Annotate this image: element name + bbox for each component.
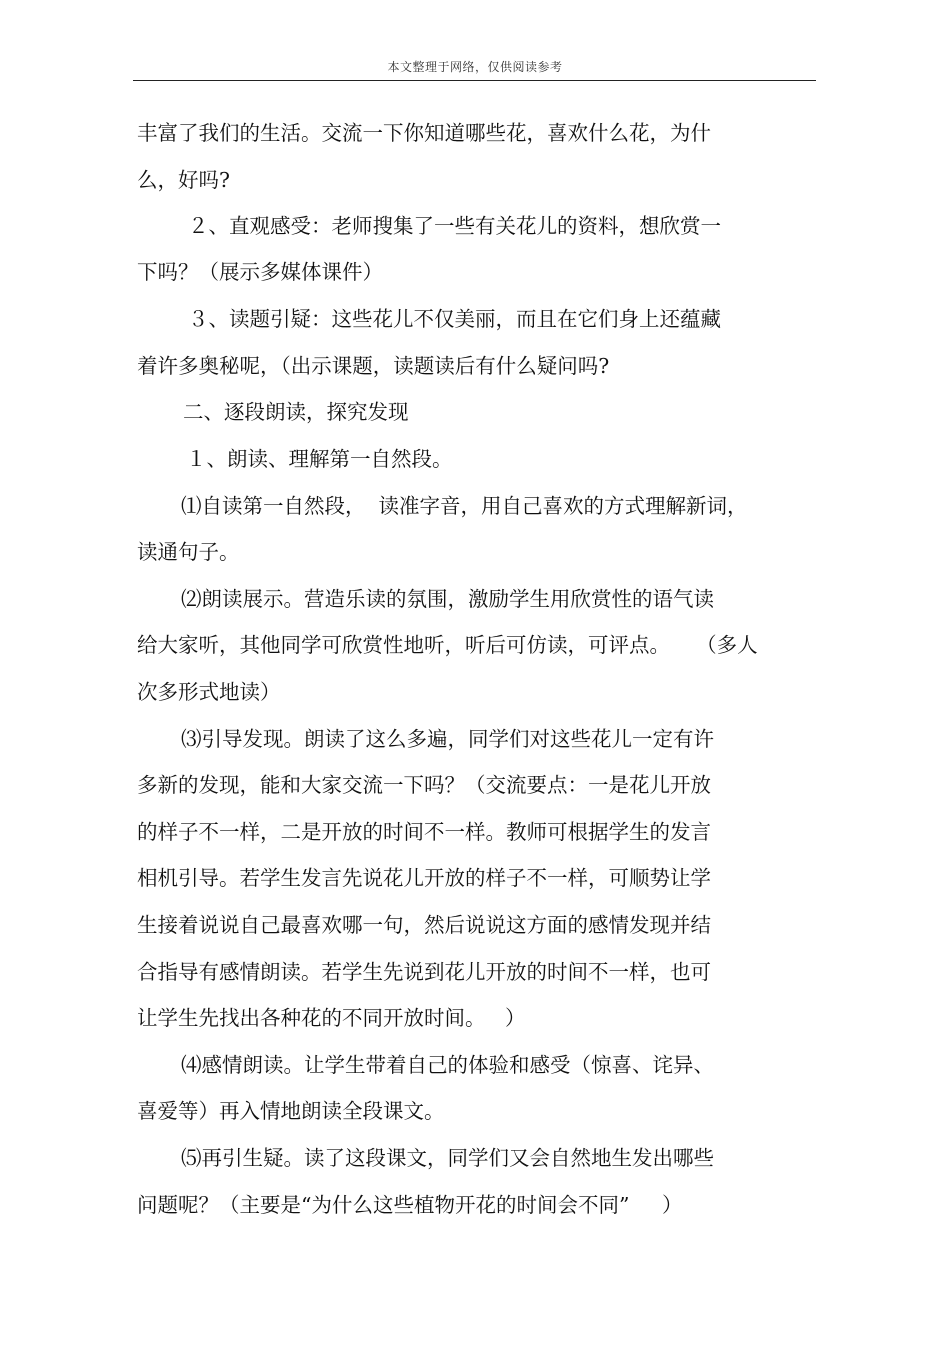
- paragraph-line: 合指导有感情朗读。若学生先说到花儿开放的时间不一样，也可: [137, 960, 711, 984]
- paragraph-line: 么，好吗?: [137, 168, 230, 192]
- paragraph-line: 读通句子。: [137, 540, 240, 564]
- paragraph-line: 相机引导。若学生发言先说花儿开放的样子不一样，可顺势让学: [137, 866, 711, 890]
- paragraph-line: 次多形式地读）: [137, 680, 281, 704]
- paragraph-line: 喜爱等）再入情地朗读全段课文。: [137, 1099, 445, 1123]
- paragraph-line: 给大家听，其他同学可欣赏性地听，听后可仿读，可评点。 （多人: [137, 633, 758, 657]
- paragraph-line: ⑶引导发现。朗读了这么多遍，同学们对这些花儿一定有许: [181, 727, 714, 751]
- subsection-heading: １、朗读、理解第一自然段。: [186, 447, 453, 471]
- paragraph-line: 的样子不一样，二是开放的时间不一样。教师可根据学生的发言: [137, 820, 711, 844]
- paragraph-line: 问题呢？（主要是“为什么这些植物开花的时间会不同” ）: [137, 1193, 683, 1217]
- paragraph-line: 多新的发现，能和大家交流一下吗？（交流要点：一是花儿开放: [137, 773, 711, 797]
- paragraph-line: 下吗？（展示多媒体课件）: [137, 260, 383, 284]
- paragraph-line: ⑸再引生疑。读了这段课文，同学们又会自然地生发出哪些: [181, 1146, 714, 1170]
- section-heading: 二、逐段朗读，探究发现: [183, 400, 409, 424]
- paragraph-line: ⑷感情朗读。让学生带着自己的体验和感受（惊喜、诧异、: [181, 1053, 714, 1077]
- paragraph-line: 着许多奥秘呢，（出示课题，读题读后有什么疑问吗?: [137, 354, 610, 378]
- paragraph-line: ⑴自读第一自然段， 读准字音，用自己喜欢的方式理解新词，: [181, 494, 748, 518]
- paragraph-line: ⑵朗读展示。营造乐读的氛围，激励学生用欣赏性的语气读: [181, 587, 714, 611]
- paragraph-line: 让学生先找出各种花的不同开放时间。 ）: [137, 1006, 526, 1030]
- page-header: 本文整理于网络，仅供阅读参考: [387, 60, 563, 74]
- paragraph-line: 丰富了我们的生活。交流一下你知道哪些花，喜欢什么花，为什: [137, 121, 711, 145]
- paragraph-line: ３、读题引疑：这些花儿不仅美丽，而且在它们身上还蕴藏: [188, 307, 721, 331]
- paragraph-line: ２、直观感受：老师搜集了一些有关花儿的资料，想欣赏一: [188, 214, 721, 238]
- paragraph-line: 生接着说说自己最喜欢哪一句，然后说说这方面的感情发现并结: [137, 913, 711, 937]
- header-divider: [133, 80, 816, 81]
